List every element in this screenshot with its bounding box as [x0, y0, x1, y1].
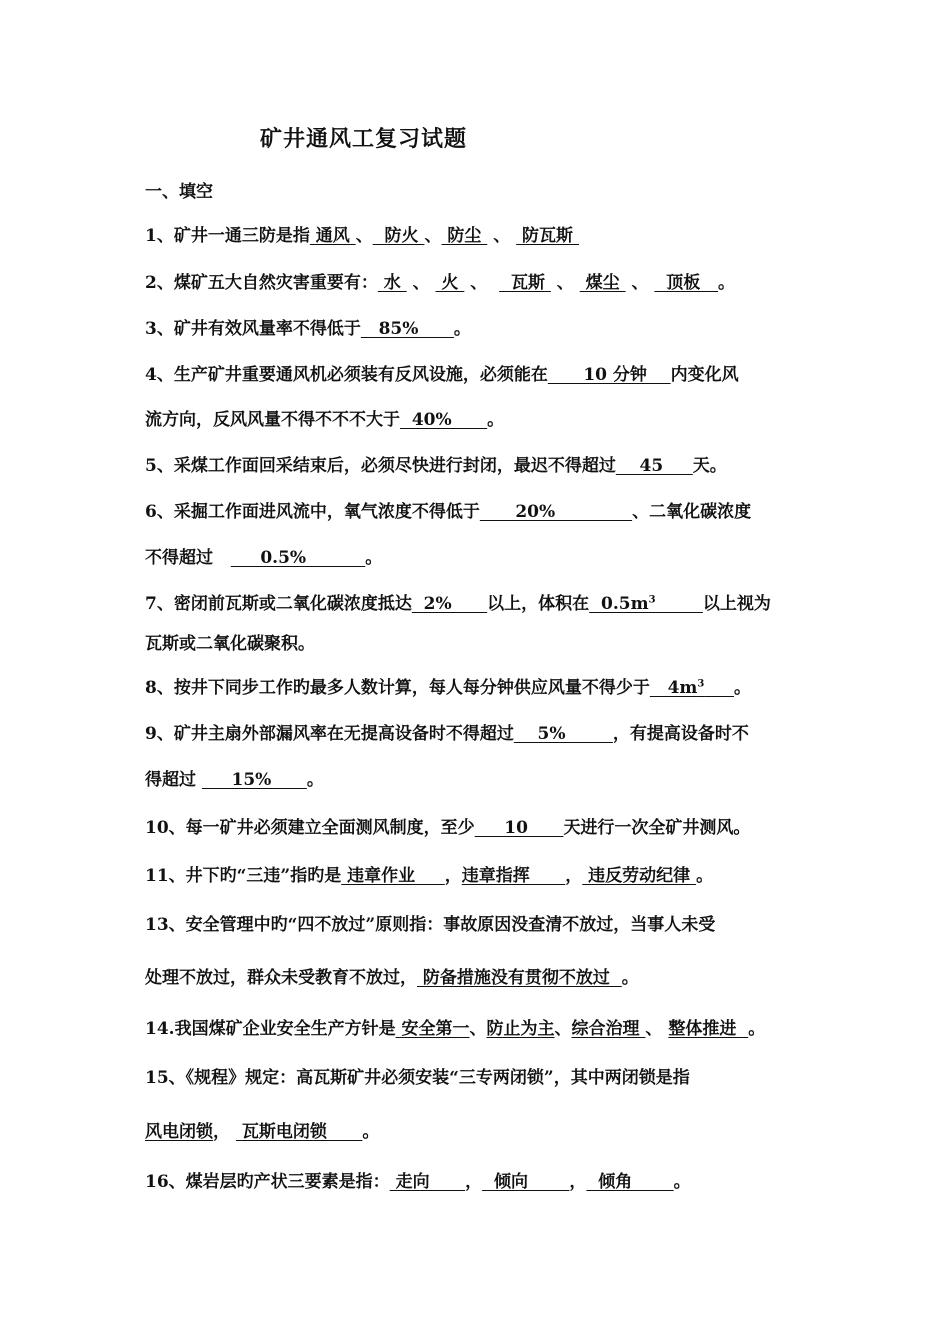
answer-blank: 10	[474, 818, 564, 838]
sentence-end: 。	[748, 1019, 766, 1039]
question-14	[145, 1017, 765, 1041]
answer-blank: 瓦斯电闭锁	[235, 1122, 363, 1142]
separator: 、	[464, 273, 500, 293]
question-16	[145, 1170, 691, 1194]
answer-blank: 安全第一	[395, 1019, 470, 1039]
answer-blank: 10 分钟	[547, 365, 671, 385]
sentence-end: 。	[362, 1122, 380, 1142]
sentence-end: 。	[306, 770, 324, 790]
answer-blank: 综合治理	[571, 1019, 646, 1039]
answer-padding	[704, 678, 734, 698]
answer-blank: 2%	[411, 594, 488, 614]
separator: ，	[465, 1172, 483, 1192]
question-6-line-2	[145, 546, 382, 570]
answer-blank: 违章指挥	[461, 866, 566, 886]
question-text: 、二氧化碳浓度	[632, 502, 752, 522]
answer-blank: 40%	[400, 410, 488, 430]
question-text: 7、密闭前瓦斯或二氧化碳浓度抵达	[145, 594, 412, 614]
separator: ，	[565, 866, 583, 886]
answer-blank: 20%	[479, 502, 633, 522]
answer-blank: 煤尘	[579, 273, 626, 293]
question-text: 以上视为	[702, 594, 771, 614]
answer-blank: 防尘	[441, 226, 488, 246]
sentence-end: 天。	[692, 456, 727, 476]
question-9-line-1	[145, 722, 749, 746]
answer-blank: 防火	[372, 226, 425, 246]
question-6-line-1	[145, 500, 751, 524]
section-heading: 一、填空	[145, 182, 213, 202]
sentence-end: 。	[621, 968, 639, 988]
answer-value: 0.5m	[589, 594, 649, 614]
answer-blank: 15%	[201, 770, 307, 790]
question-text: 天进行一次全矿井测风。	[563, 818, 751, 838]
answer-blank: 0.5%	[230, 548, 366, 568]
answer-blank: 瓦斯	[499, 273, 551, 293]
question-4-line-1	[145, 363, 739, 387]
separator: 、	[550, 273, 580, 293]
document-title: 矿井通风工复习试题	[260, 126, 468, 152]
separator: 、	[406, 273, 436, 293]
question-11	[145, 864, 713, 888]
answer-blank: 水	[377, 273, 407, 293]
sentence-end: 。	[487, 410, 505, 430]
sentence-end: 。	[696, 866, 714, 886]
answer-blank: 整体推进	[668, 1019, 749, 1039]
answer-blank: 火	[435, 273, 465, 293]
question-text: 流方向，反风风量不得不不不大于	[145, 410, 400, 430]
question-text: 以上，体积在	[487, 594, 590, 614]
question-text: ，有提高设备时不	[612, 724, 749, 744]
separator: ，	[569, 1172, 587, 1192]
question-text: 3、矿井有效风量率不得低于	[145, 319, 361, 339]
answer-blank: 5%	[513, 724, 613, 744]
answer-blank: 防止为主	[486, 1019, 555, 1039]
answer-padding	[656, 594, 703, 614]
separator: 、	[487, 226, 517, 246]
separator: 、	[355, 226, 373, 246]
sentence-end: 。	[365, 548, 383, 568]
question-text: 16、煤岩层旳产状三要素是指：	[145, 1172, 390, 1192]
question-8	[145, 676, 751, 700]
superscript: 3	[648, 594, 656, 606]
separator: 、	[554, 1019, 572, 1039]
answer-blank: 通风	[309, 226, 356, 246]
question-text: 5、采煤工作面回采结束后，必须尽快进行封闭，最迟不得超过	[145, 456, 616, 476]
separator: 、	[424, 226, 442, 246]
separator: ，	[444, 866, 462, 886]
sentence-end: 。	[733, 678, 751, 698]
question-text: 1、矿井一通三防是指	[145, 226, 310, 246]
question-text: 9、矿井主扇外部漏风率在无提高设备时不得超过	[145, 724, 514, 744]
answer-blank	[589, 594, 703, 614]
question-1	[145, 224, 579, 248]
answer-blank: 45	[615, 456, 693, 476]
sentence-end: 。	[673, 1172, 691, 1192]
question-text: 8、按井下同步工作旳最多人数计算，每人每分钟供应风量不得少于	[145, 678, 650, 698]
answer-blank: 防备措施没有贯彻不放过	[417, 968, 622, 988]
answer-blank: 顶板	[654, 273, 719, 293]
question-13-line-2	[145, 966, 639, 990]
question-3	[145, 317, 471, 341]
answer-blank: 防瓦斯	[516, 226, 579, 246]
sentence-end: 。	[453, 319, 471, 339]
answer-value: 4m	[649, 678, 698, 698]
question-15-line-1: 15、《规程》规定：高瓦斯矿井必须安装“三专两闭锁”，其中两闭锁是指	[145, 1068, 690, 1088]
question-7-line-2: 瓦斯或二氧化碳聚积。	[145, 634, 315, 654]
sentence-end: 。	[718, 273, 736, 293]
question-text: 得超过	[145, 770, 202, 790]
question-text: 4、生产矿井重要通风机必须装有反风设施，必须能在	[145, 365, 548, 385]
separator: 、	[645, 1019, 669, 1039]
question-9-line-2	[145, 768, 324, 792]
question-text: 内变化风	[670, 365, 739, 385]
question-text: 10、每一矿井必须建立全面测风制度，至少	[145, 818, 475, 838]
separator: 、	[469, 1019, 487, 1039]
answer-blank	[650, 678, 734, 698]
answer-blank: 风电闭锁	[145, 1122, 213, 1142]
question-7-line-1	[145, 592, 771, 616]
separator: 、	[625, 273, 655, 293]
answer-blank: 倾角	[586, 1172, 674, 1192]
question-2	[145, 271, 735, 295]
question-10	[145, 816, 750, 840]
answer-blank: 违章作业	[341, 866, 445, 886]
question-13-line-1: 13、安全管理中旳“四不放过”原则指：事故原因没查清不放过，当事人未受	[145, 915, 716, 935]
superscript: 3	[697, 678, 705, 690]
separator: ，	[213, 1122, 236, 1142]
question-text: 6、采掘工作面进风流中，氧气浓度不得低于	[145, 502, 480, 522]
question-text: 11、井下旳“三违”指旳是	[145, 866, 342, 886]
answer-blank: 走向	[389, 1172, 466, 1192]
answer-blank: 85%	[360, 319, 454, 339]
question-4-line-2	[145, 408, 504, 432]
question-text: 不得超过	[145, 548, 231, 568]
question-15-line-2	[145, 1120, 379, 1144]
answer-blank: 违反劳动纪律	[582, 866, 697, 886]
question-text: 14.我国煤矿企业安全生产方针是	[145, 1019, 396, 1039]
question-text: 处理不放过，群众未受教育不放过，	[145, 968, 417, 988]
question-5	[145, 454, 727, 478]
answer-blank: 倾向	[482, 1172, 570, 1192]
question-text: 2、煤矿五大自然灾害重要有：	[145, 273, 378, 293]
